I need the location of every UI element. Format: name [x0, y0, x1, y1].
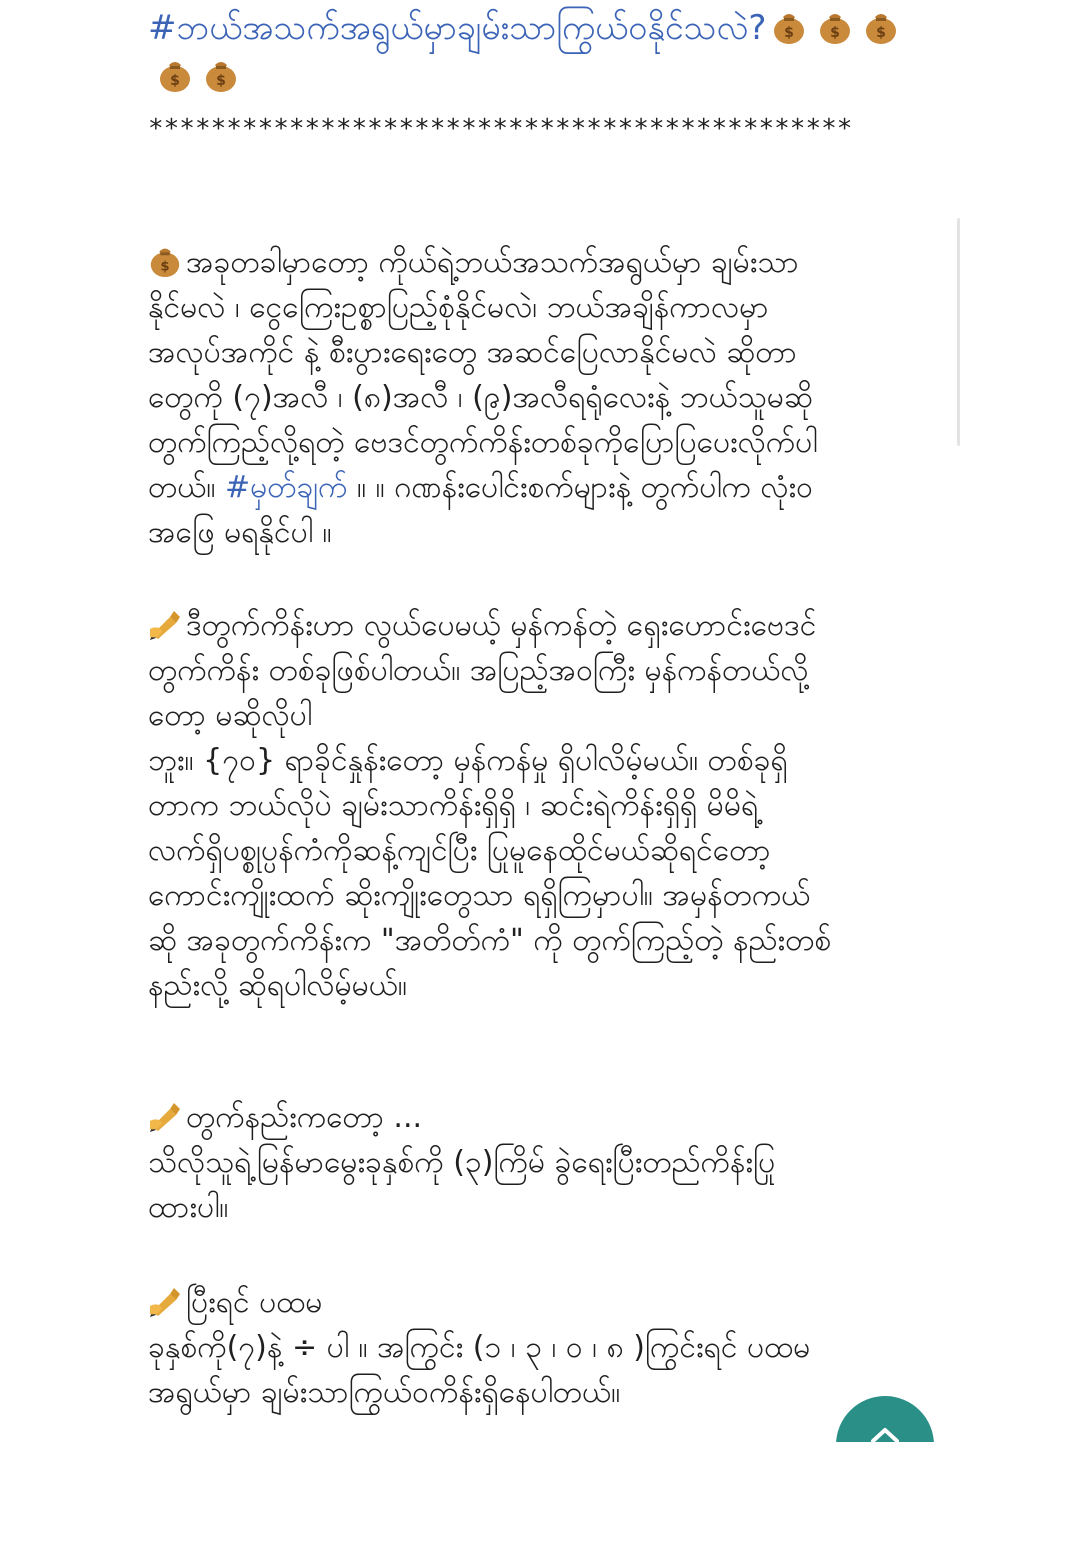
section-2-line: လက်ရှိပစ္စုပ္ပန်ကံကိုဆန့်ကျင်ပြီး ပြုမူနေထိုင်မယ်ဆိုရင်တော့	[148, 833, 771, 868]
intro-line: အလုပ်အကိုင် နဲ့ စီးပွားရေးတွေ အဆင်ပြေလာနိုင်မလဲ ဆိုတာ	[148, 335, 797, 370]
section-3-paragraph	[148, 1095, 938, 1230]
intro-line: တွေကို (၇)အလီ ၊ (၈)အလီ ၊ (၉)အလီရရုံလေးနဲ့ ဘယ်သူမဆို	[148, 380, 813, 415]
intro-line: အဖြေ မရနိုင်ပါ ။	[148, 515, 332, 550]
money-bag-icon	[772, 7, 806, 45]
section-2-line: တာက ဘယ်လိုပဲ ချမ်းသာကိန်းရှိရှိ ၊ ဆင်းရဲကိန်းရှိရှိ မိမိရဲ့	[148, 788, 759, 823]
money-bag-icon	[818, 7, 852, 45]
intro-line: ။ ။ ဂဏန်းပေါင်းစက်များနဲ့ တွက်ပါက လုံးဝ	[347, 470, 814, 505]
money-bag-icon	[148, 242, 182, 278]
section-2-line: ကောင်းကျိုးထက် ဆိုးကျိုးတွေသာ ရရှိကြမှာပါ။ အမှန်တကယ်	[148, 878, 811, 913]
writing-hand-icon	[148, 1282, 182, 1318]
svg-text:$: $	[160, 259, 170, 275]
section-2-line: ဒီတွက်ကိန်းဟာ လွယ်ပေမယ့် မှန်ကန်တဲ့ ရှေးဟောင်းဗေဒင်	[186, 608, 817, 643]
money-bag-icon	[864, 7, 887, 45]
post-title	[148, 4, 948, 100]
post-content	[148, 0, 948, 1410]
section-2-line: နည်းလို့ ဆိုရပါလိမ့်မယ်။	[148, 968, 407, 1003]
section-4-line: ပြီးရင် ပထမ	[186, 1285, 323, 1320]
intro-line: တွက်ကြည့်လို့ရတဲ့ ဗေဒင်တွက်ကိန်းတစ်ခုကိုပြောပြပေးလိုက်ပါ	[148, 425, 818, 460]
title-hashtag-link[interactable]: #ဘယ်အသက်အရွယ်မှာချမ်းသာကြွယ်ဝနိုင်သလဲ	[148, 8, 749, 48]
section-3-line: တွက်နည်းကတော့ ...	[186, 1100, 423, 1135]
page-bottom-area	[820, 1442, 960, 1542]
section-3-line: သိလိုသူရဲ့မြန်မာမွေးခုနှစ်ကို (၃)ကြိမ် ခွဲရေးပြီးတည်ကိန်းပြု	[148, 1145, 776, 1180]
section-2-line: တော့ မဆိုလိုပါ	[148, 698, 312, 733]
divider-line: *********************************************	[148, 114, 853, 144]
title-question-mark: ?	[748, 8, 767, 48]
section-2-line: ဆို အခုတွက်ကိန်းက "အတိတ်ကံ" ကို တွက်ကြည့်တဲ့ နည်းတစ်	[148, 923, 832, 958]
svg-text:$: $	[170, 73, 180, 89]
intro-line: နိုင်မလဲ ၊ ငွေကြေးဥစ္စာပြည့်စုံနိုင်မလဲ၊ ဘယ်အချိန်ကာလမှာ	[148, 290, 769, 325]
intro-line: အခုတခါမှာတော့ ကိုယ်ရဲ့ဘယ်အသက်အရွယ်မှာ ချမ်းသာ	[186, 245, 799, 280]
svg-text:$: $	[784, 25, 795, 41]
section-4-line: ခုနှစ်ကို(၇)နဲ့ ÷ ပါ ။ အကြွင်း (၁ ၊ ၃ ၊ ၀ ၊ ၈ )ကြွင်းရင် ပထမ	[148, 1330, 811, 1365]
writing-hand-icon	[148, 1097, 182, 1133]
money-bag-icon	[204, 55, 238, 93]
section-2-line: တွက်ကိန်း တစ်ခုဖြစ်ပါတယ်။ အပြည့်အဝကြီး မှန်ကန်တယ်လို့	[148, 653, 809, 688]
note-hashtag-link[interactable]: #မှတ်ချက်	[224, 470, 348, 505]
svg-text:$: $	[216, 73, 226, 89]
section-4-paragraph	[148, 1280, 938, 1415]
svg-text:$: $	[830, 25, 841, 41]
section-4-line: အရွယ်မှာ ချမ်းသာကြွယ်ဝကိန်းရှိနေပါတယ်။	[148, 1375, 621, 1410]
writing-hand-icon	[148, 605, 182, 641]
scrollbar[interactable]	[957, 218, 960, 446]
intro-line: တယ်။	[148, 470, 225, 505]
section-2-paragraph	[148, 603, 938, 1008]
money-bag-icon	[158, 55, 192, 93]
section-2-line: ဘူး။ {၇၀} ရာခိုင်နှုန်းတော့ မှန်ကန်မှု ရှိပါလိမ့်မယ်။ တစ်ခုရှိ	[148, 743, 788, 778]
intro-paragraph	[148, 240, 938, 555]
svg-text:$: $	[876, 25, 887, 41]
section-3-line: ထားပါ။	[148, 1190, 229, 1225]
chevron-up-icon	[868, 1424, 902, 1444]
